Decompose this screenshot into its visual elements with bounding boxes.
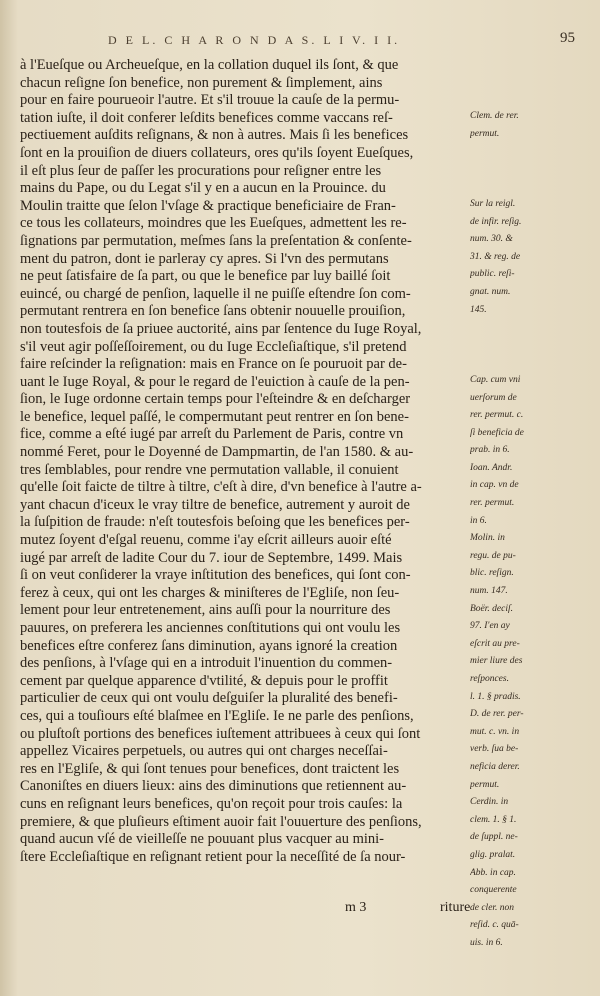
- margin-note: public. reſi-: [470, 269, 515, 280]
- text-line: ce tous les collateurs, moindres que les Eueſques, admettent les re-: [20, 215, 407, 232]
- text-line: mains du Pape, ou du Legat s'il y en a aucun en la Prouince. du: [20, 180, 386, 197]
- text-line: il eſt plus ſeur de paſſer les procurations pour reſigner entre les: [20, 162, 382, 179]
- text-line: cuns en reſignant leurs benefices, qu'on reçoit pour trois cauſes: la: [20, 795, 403, 812]
- text-line: fice, comme a eſté iugé par arreſt du Parlement de Paris, contre vn: [20, 426, 404, 443]
- margin-note: permut.: [470, 128, 500, 139]
- margin-note: eſcrit au pre-: [470, 638, 520, 649]
- margin-note: uis. in 6.: [470, 937, 503, 948]
- margin-note: blic. reſign.: [470, 568, 514, 579]
- margin-note: uerſorum de: [470, 392, 517, 403]
- catchword: riture: [440, 900, 471, 915]
- margin-note: conquerente: [470, 885, 517, 896]
- text-line: premiere, & que pluſieurs eſtiment auoir fait l'ouuerture des penſions,: [20, 813, 422, 830]
- text-line: particulier de ceux qui ont voulu deſguiſer la pluralité des benefi-: [20, 690, 398, 707]
- margin-note: in 6.: [470, 515, 487, 526]
- margin-note: 97. I'en ay: [470, 621, 510, 632]
- margin-note: regu. de pu-: [470, 550, 516, 561]
- margin-note: neficia derer.: [470, 761, 520, 772]
- margin-note: gnat. num.: [470, 286, 511, 297]
- text-line: à l'Eueſque ou Archeueſque, en la collation duquel ils ſont, & que: [20, 57, 399, 73]
- margin-note: Cap. cum vni: [470, 374, 521, 385]
- margin-note: 145.: [470, 304, 487, 315]
- margin-note: glig. pralat.: [470, 849, 516, 860]
- text-line: uant le Iuge Royal, & pour le regard de l'euiction à cauſe de la pen-: [20, 373, 410, 390]
- text-line: res en l'Egliſe, & qui ſont tenues pour benefices, dont traictent les: [20, 760, 400, 777]
- text-line: faire reſcinder la reſignation: mais en France on ſe pouruoit par de-: [20, 356, 407, 373]
- margin-notes: [470, 110, 594, 955]
- margin-note: [470, 145, 594, 163]
- text-line: ces, qui a touſiours eſté blaſmee en l'Egliſe. Ie ne parle des penſions,: [20, 707, 414, 724]
- margin-note: ſi beneficia de: [470, 427, 524, 438]
- text-line: tation iuſte, il doit conferer leſdits benefices comme vaccans reſ-: [20, 109, 393, 126]
- margin-note: de cler. non: [470, 902, 515, 913]
- text-line: lement pour leur entretenement, ains auſſi pour la nourriture des: [20, 602, 391, 619]
- margin-note: in cap. vn de: [470, 480, 519, 491]
- text-line: non toutesfois de ſa priuee auctorité, ains par ſentence du Iuge Royal,: [20, 320, 422, 337]
- text-line: ſtere Eccleſiaſtique en reſignant retient pour la neceſſité de ſa nour-: [20, 848, 406, 865]
- text-line: ferez à ceux, qui ont les charges & miniſteres de l'Egliſe, non ſeu-: [20, 584, 400, 601]
- text-line: Moulin traitte que ſelon l'vſage & practique beneficiaire de Fran-: [20, 197, 396, 214]
- text-line: ne peut ſatisfaire de ſa part, ou que le benefice par luy baillé ſoit: [20, 268, 391, 285]
- text-line: nommé Feret, pour le Doyenné de Dampmartin, de l'an 1580. & au-: [20, 444, 414, 461]
- text-line: ſont en la prouiſion de diuers collateurs, ores qu'ils ſoyent Eueſques,: [20, 144, 414, 161]
- text-line: mutez ſoyent d'eſgal reuenu, comme i'ay eſcrit ailleurs auoir eſté: [20, 532, 392, 549]
- margin-note: de ſuppl. ne-: [470, 832, 518, 843]
- margin-note: Molin. in: [470, 533, 505, 544]
- margin-note: [470, 339, 594, 357]
- text-line: tres ſemblables, pour rendre vne permutation vallable, il conuient: [20, 461, 399, 478]
- text-line: des penſions, à l'vſage qui en a introduit l'inuention du commen-: [20, 655, 393, 672]
- margin-note: Cerdin. in: [470, 797, 509, 808]
- margin-note: reſponces.: [470, 674, 509, 684]
- margin-note: num. 30. &: [470, 234, 513, 245]
- page-number: 95: [560, 30, 575, 46]
- text-line: pectiuement auſdits reſignans, & non à autres. Mais ſi les benefices: [20, 127, 409, 144]
- margin-note: Ioan. Andr.: [470, 462, 513, 473]
- margin-note: verb. ſua be-: [470, 744, 519, 755]
- text-line: iugé par arreſt de ladite Cour du 7. iour de Septembre, 1499. Mais: [20, 549, 403, 566]
- text-line: la ſuſpition de fraude: n'eſt toutesfois beſoing que les benefices per-: [20, 514, 410, 531]
- margin-note: clem. 1. § 1.: [470, 814, 517, 825]
- text-line: pour en faire pourueoir l'autre. Et s'il trouue la cauſe de la permu-: [20, 92, 400, 109]
- text-line: euincé, ou chargé de penſion, laquelle il ne puiſſe eſtendre ſon com-: [20, 285, 411, 302]
- text-line: chacun reſigne ſon benefice, non purement & ſimplement, ains: [20, 74, 383, 91]
- margin-note: Abb. in cap.: [470, 867, 516, 878]
- margin-note: mut. c. vn. in: [470, 726, 520, 737]
- margin-note: reſid. c. quā-: [470, 920, 519, 931]
- page-header: [0, 30, 600, 53]
- margin-note: Clem. de rer.: [470, 111, 519, 121]
- text-line: ſion, le Iuge ordonne certain temps pour l'eſteindre & en deſcharger: [20, 391, 411, 408]
- text-line: le benefice, lequel paſſé, le compermutant peut rentrer en ſon bene-: [20, 408, 409, 425]
- text-line: permutant rentrera en ſon benefice ſans obtenir nouuelle prouiſion,: [20, 303, 406, 320]
- margin-note: rer. permut.: [470, 498, 515, 509]
- text-line: Canoniſtes en diuers lieux: ains des diminutions que retiennent au-: [20, 778, 407, 795]
- text-line: ou pluſtoſt portions des benefices iuſtement attribuees à ceux qui ſont: [20, 725, 421, 742]
- text-line: pauures, on preferera les anciennes conſtitutions qui ont voulu les: [20, 620, 401, 636]
- margin-note: 31. & reg. de: [470, 251, 521, 262]
- text-line: appellez Vicaires perpetuels, ou autres qui ont charges neceſſai-: [20, 743, 388, 760]
- margin-note: [470, 356, 594, 374]
- margin-note: Boër. deciſ.: [470, 603, 514, 614]
- text-line: quand aucun vſé de vieilleſſe ne pouuant plus vacquer au mini-: [20, 831, 384, 848]
- margin-note: [470, 180, 594, 198]
- text-line: ſignations par permutation, meſmes ſans la preſentation & conſente-: [20, 232, 412, 249]
- margin-note: permut.: [470, 779, 500, 790]
- margin-note: rer. permut. c.: [470, 410, 524, 421]
- text-line: ſi on veut conſiderer la vraye inſtitution des benefices, qui ſont con-: [20, 567, 411, 584]
- text-line: qu'elle ſoit faicte de tiltre à tiltre, c'eſt à dire, d'vn benefice à l'autre a-: [20, 479, 422, 496]
- margin-note: [470, 321, 594, 339]
- text-line: yant chacun d'iceux le vray tiltre de benefice, autrement y auroit de: [20, 496, 410, 513]
- margin-note: Sur la reigl.: [470, 198, 516, 209]
- margin-note: prab. in 6.: [470, 445, 510, 456]
- running-head: D E L. C H A R O N D A S. L I V. I I.: [108, 33, 401, 47]
- margin-note: [470, 163, 594, 181]
- margin-note: l. 1. § pradis.: [470, 691, 521, 702]
- margin-note: de infir. reſig.: [470, 216, 522, 227]
- page-footer: [0, 900, 600, 924]
- text-line: ment du patron, dont ie parleray cy apres. Si l'vn des permutans: [20, 250, 389, 267]
- margin-note: mier liure des: [470, 656, 523, 667]
- margin-note: D. de rer. per-: [470, 709, 524, 720]
- text-line: s'il veut agir poſſeſſoirement, ou du Iuge Eccleſiaſtique, s'il pretend: [20, 338, 407, 355]
- signature-mark: m 3: [345, 900, 367, 915]
- body-text: [20, 57, 498, 866]
- text-line: cement par quelque apparence d'vtilité, & depuis pour le proffit: [20, 672, 388, 689]
- margin-note: num. 147.: [470, 586, 508, 597]
- text-line: benefices eſtre conferez ſans diminution, ayans ignoré la creation: [20, 637, 398, 654]
